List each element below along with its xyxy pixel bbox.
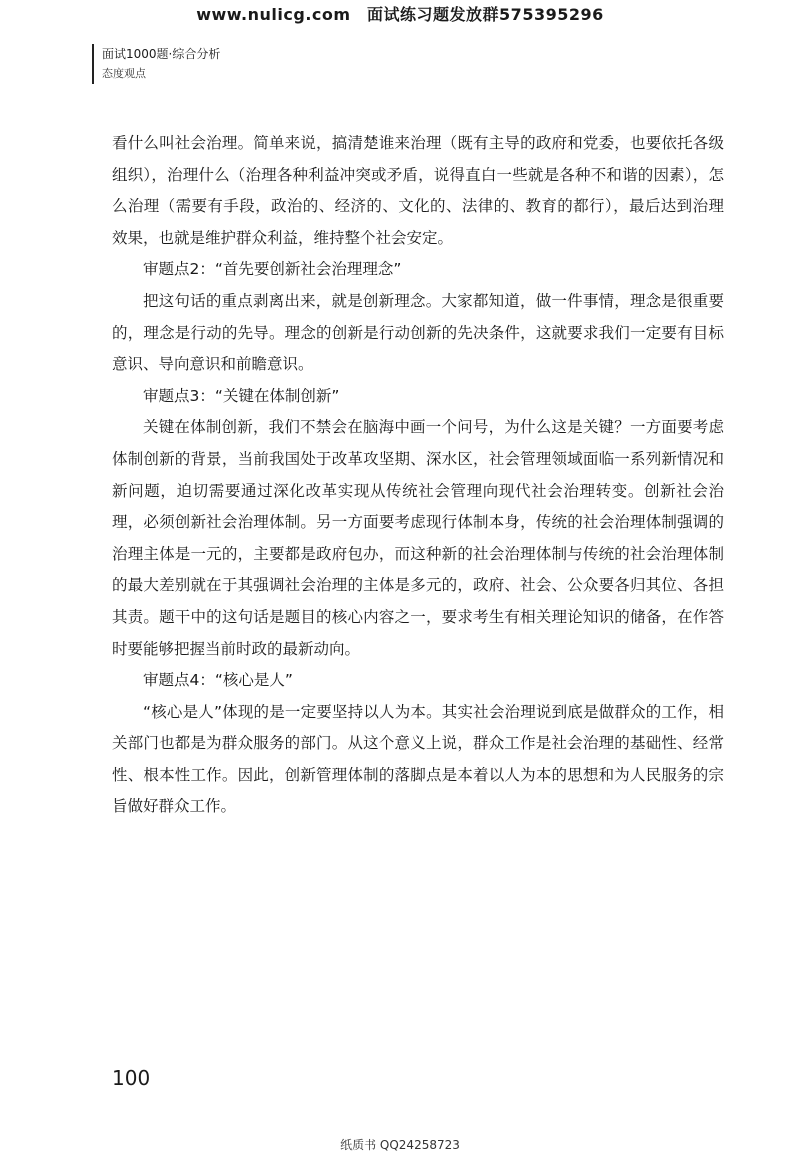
paragraph: 关键在体制创新，我们不禁会在脑海中画一个问号，为什么这是关键？一方面要考虑体制创新的背景，当前我国处于改革攻坚期、深水区，社会管理领域面临一系列新情况和新问题，迫切需要通过深化改革实现从传统社会管理向现代社会治理转变。创新社会治理，必须创新社会治理体制。另一方面要考虑现行体制本身，传统的社会治理体制强调的治理主体是一元的，主要都是政府包办，而这种新的社会治理体制与传统的社会治理体制的最大差别就在于其强调社会治理的主体是多元的，政府、社会、公众要各归其位、各担其责。题干中的这句话是题目的核心内容之一，要求考生有相关理论知识的储备，在作答时要能够把握当前时政的最新动向。	[112, 418, 724, 658]
paragraph: 看什么叫社会治理。简单来说，搞清楚谁来治理（既有主导的政府和党委，也要依托各级组织），治理什么（治理各种利益冲突或矛盾，说得直白一些就是各种不和谐的因素），怎么治理（需要有手段，政治的、经济的、文化的、法律的、教育的都行），最后达到治理效果，也就是维护群众利益，维持整个社会安定。	[112, 134, 724, 247]
running-head	[92, 44, 220, 84]
top-watermark: www.nulicg.com 面试练习题发放群575395296	[196, 5, 604, 24]
page-number: 100	[112, 1066, 151, 1090]
bottom-watermark: 纸质书 QQ24258723	[340, 1138, 460, 1152]
paragraph: 把这句话的重点剥离出来，就是创新理念。大家都知道，做一件事情，理念是很重要的，理念是行动的先导。理念的创新是行动创新的先决条件，这就要求我们一定要有目标意识、导向意识和前瞻意识。	[112, 291, 724, 374]
review-point-heading: 审题点4：“核心是人”	[143, 671, 293, 690]
section-title: 态度观点	[102, 67, 146, 80]
review-point-heading: 审题点3：“关键在体制创新”	[143, 386, 340, 405]
book-title: 面试1000题·综合分析	[102, 47, 221, 61]
paragraph: “核心是人”体现的是一定要坚持以人为本。其实社会治理说到底是做群众的工作，相关部门也都是为群众服务的部门。从这个意义上说，群众工作是社会治理的基础性、经常性、根本性工作。因此，创新管理体制的落脚点是本着以人为本的思想和为人民服务的宗旨做好群众工作。	[112, 702, 724, 816]
review-point-heading: 审题点2：“首先要创新社会治理理念”	[143, 260, 402, 279]
body-text	[112, 128, 724, 823]
